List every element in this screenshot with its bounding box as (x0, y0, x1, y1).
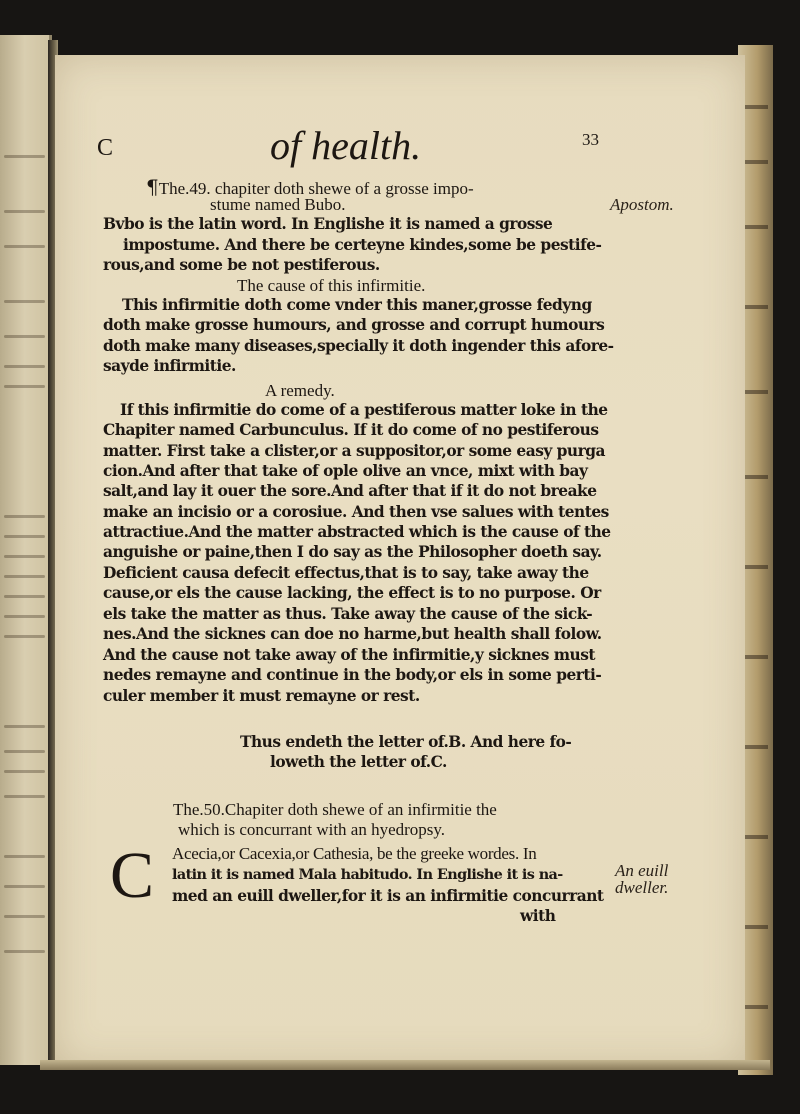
text-line: This infirmitie doth come vnder this maner,grosse fedyng (122, 296, 592, 314)
text-line: rous,and some be not pestiferous. (103, 256, 380, 274)
text-line: els take the matter as thus. Take away the cause of the sick- (103, 605, 593, 623)
page-bottom-edge (40, 1060, 770, 1070)
text-line: And the cause not take away of the infirmitie,y sicknes must (103, 646, 596, 664)
text-line: Deficient causa defecit effectus,that is to say, take away the (103, 564, 589, 582)
pilcrow-mark: ¶ (146, 175, 159, 199)
text-line: matter. First take a clister,or a suppositor,or some easy purga (103, 442, 605, 460)
text-line: salt,and lay it ouer the sore.And after that if it do not breake (103, 482, 597, 500)
text-line: attractiue.And the matter abstracted which is the cause of the (103, 523, 611, 541)
catchword: with (520, 907, 556, 925)
text-line: Thus endeth the letter of.B. And here fo- (240, 733, 572, 751)
text-line: cion.And after that take of ople olive an vnce, mixt with bay (103, 462, 588, 480)
text-line: latin it is named Mala habitudo. In Englishe it is na- (172, 866, 563, 883)
page-number: 33 (582, 130, 599, 149)
text-line: med an euill dweller,for it is an infirmitie concurrant (172, 887, 604, 905)
text-line: doth make many diseases,specially it doth ingender this afore- (103, 337, 614, 355)
chapter-50-heading-line-1: The.50.Chapiter doth shewe of an infirmitie the (173, 800, 497, 819)
margin-note-apostom: Apostom. (610, 195, 674, 214)
facing-page-edge (0, 35, 52, 1065)
text-line: nedes remayne and continue in the body,or els in some perti- (103, 666, 602, 684)
running-head: of health. (270, 123, 422, 168)
text-line: doth make grosse humours, and grosse and corrupt humours (103, 316, 605, 334)
text-line: anguishe or paine,then I do say as the Philosopher doeth say. (103, 543, 602, 561)
text-line: culer member it must remayne or rest. (103, 687, 420, 705)
text-line: Acecia,or Cacexia,or Cathesia, be the greeke wordes. In (172, 844, 537, 863)
text-line: Chapiter named Carbunculus. If it do come of no pestiferous (103, 421, 599, 439)
text-line: make an incisio or a corosiue. And then vse salues with tentes (103, 503, 609, 521)
text-line: Bvbo is the latin word. In Englishe it is named a grosse (103, 215, 553, 233)
chapter-49-heading-line-2: stume named Bubo. (210, 195, 346, 214)
chapter-49-heading-line-1: ¶The.49. chapiter doth shewe of a grosse impo- (146, 175, 474, 199)
chapter-50-heading-line-2: which is concurrant with an hyedropsy. (178, 820, 446, 839)
text-line: nes.And the sicknes can doe no harme,but health shall folow. (103, 625, 602, 643)
text-line: loweth the letter of.C. (270, 753, 447, 771)
section-heading-cause: The cause of this infirmitie. (237, 276, 426, 295)
text-line: cause,or els the cause lacking, the effect is to no purpose. Or (103, 584, 601, 602)
drop-capital: C (110, 839, 155, 912)
text-line: sayde infirmitie. (103, 357, 236, 375)
margin-note-euill-dweller: An euill dweller. (615, 861, 669, 897)
section-heading-remedy: A remedy. (265, 381, 335, 400)
signature-mark: C (97, 135, 114, 161)
text-line: If this infirmitie do come of a pestiferous matter loke in the (120, 401, 608, 419)
text-line: impostume. And there be certeyne kindes,some be pestife- (123, 236, 602, 254)
